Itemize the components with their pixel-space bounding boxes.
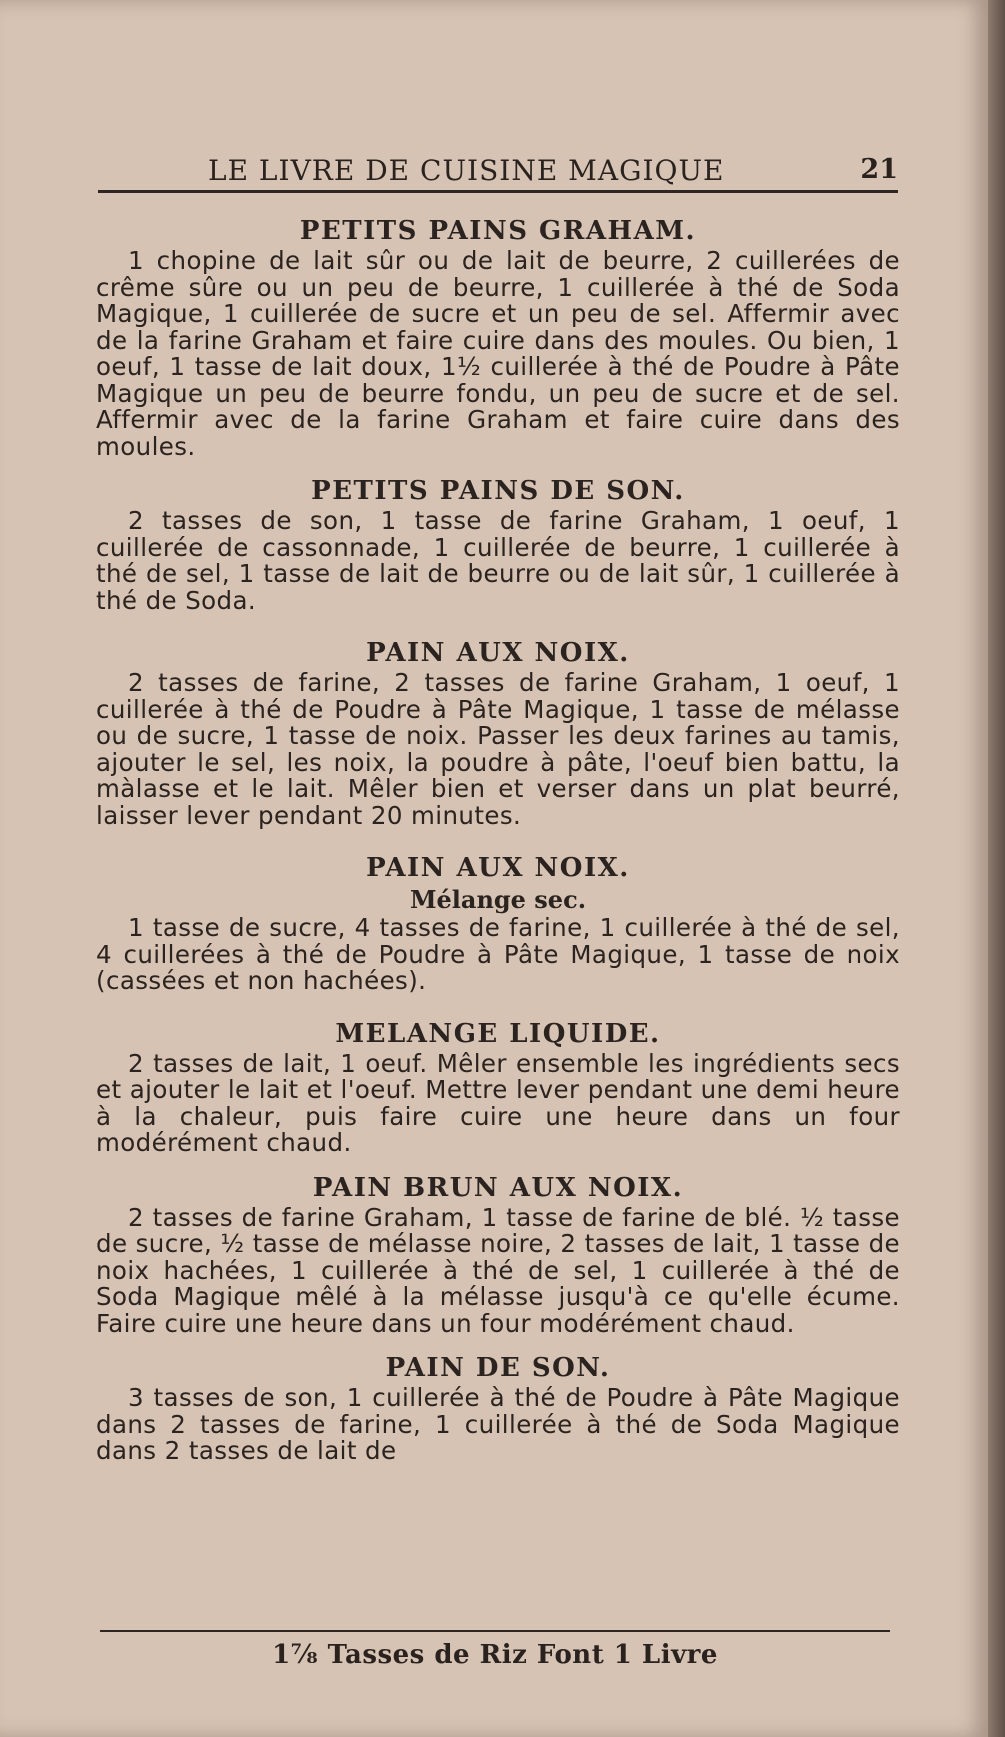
recipe-text: 1 chopine de lait sûr ou de lait de beurre, 2 cuillerées de crême sûre ou un peu de beurre, 1 cuillerée à thé de Soda Magique, 1 cuillerée de sucre et un peu de sel. Affermir avec de la farine Graham et faire cuire dans des moules. Ou bien, 1 oeuf, 1 tasse de lait doux, 1½ cuillerée à thé de Poudre à Pâte Magique un peu de beurre fondu, un peu de sucre et de sel. Affermir avec de la farine Graham et faire cuire dans des moules. — [96, 246, 900, 461]
recipe-title: PAIN AUX NOIX. — [366, 638, 630, 668]
recipe-title: PAIN AUX NOIX. — [366, 853, 630, 883]
footer-rule — [100, 1630, 890, 1632]
recipe-title: PETITS PAINS DE SON. — [311, 476, 685, 506]
recipe-text: 2 tasses de lait, 1 oeuf. Mêler ensemble les ingrédients secs et ajouter le lait et l'oeuf. Mettre lever pendant une demi heure à la chaleur, puis faire cuire une heure dans un four modérément chaud. — [96, 1048, 900, 1157]
recipe-text: 2 tasses de son, 1 tasse de farine Graham, 1 oeuf, 1 cuillerée de cassonnade, 1 cuillerée de beurre, 1 cuillerée à thé de sel, 1 tasse de lait de beurre ou de lait sûr, 1 cuillerée à thé de Soda. — [96, 506, 900, 615]
recipe-title: PAIN BRUN AUX NOIX. — [312, 1172, 684, 1203]
recipe-section — [96, 214, 900, 460]
recipe-content — [96, 214, 900, 1465]
running-header — [98, 154, 898, 200]
recipe-section — [96, 474, 900, 614]
recipe-title: PETITS PAINS GRAHAM. — [299, 216, 697, 246]
recipe-text: 3 tasses de son, 1 cuillerée à thé de Poudre à Pâte Magique dans 2 tasses de farine, 1 cuillerée à thé de Soda Magique dans 2 tasses de lait de — [96, 1383, 900, 1465]
recipe-section — [96, 1171, 900, 1338]
recipe-title: MELANGE LIQUIDE. — [335, 1018, 661, 1049]
recipe-section — [96, 1017, 900, 1157]
page-edge — [988, 0, 1005, 1737]
page-number: 21 — [860, 154, 898, 185]
recipe-title: PAIN DE SON. — [385, 1353, 611, 1383]
book-title: LE LIVRE DE CUISINE MAGIQUE — [208, 154, 725, 187]
recipe-subtitle: Mélange sec. — [409, 885, 587, 914]
recipe-section — [96, 851, 900, 995]
recipe-text: 2 tasses de farine Graham, 1 tasse de farine de blé. ½ tasse de sucre, ½ tasse de mélasse noire, 2 tasses de lait, 1 tasse de noix hachées, 1 cuillerée à thé de sel, 1 cuillerée à thé de Soda Magique mêlé à la mélasse jusqu'à ce qu'elle écume. Faire cuire une heure dans un four modérément chaud. — [96, 1202, 900, 1338]
recipe-section — [96, 1351, 900, 1465]
recipe-text: 1 tasse de sucre, 4 tasses de farine, 1 cuillerée à thé de sel, 4 cuillerées à thé de Poudre à Pâte Magique, 1 tasse de noix (cassées et non hachées). — [96, 913, 900, 995]
recipe-section — [96, 636, 900, 829]
header-rule — [98, 190, 898, 193]
footer-note: 1⅞ Tasses de Riz Font 1 Livre — [272, 1640, 718, 1670]
recipe-text: 2 tasses de farine, 2 tasses de farine Graham, 1 oeuf, 1 cuillerée à thé de Poudre à Pâte Magique, 1 tasse de mélasse ou de sucre, 1 tasse de noix. Passer les deux farines au tamis, ajouter le sel, les noix, la poudre à pâte, l'oeuf bien battu, la màlasse et le lait. Mêler bien et verser dans un plat beurré, laisser lever pendant 20 minutes. — [96, 668, 900, 830]
